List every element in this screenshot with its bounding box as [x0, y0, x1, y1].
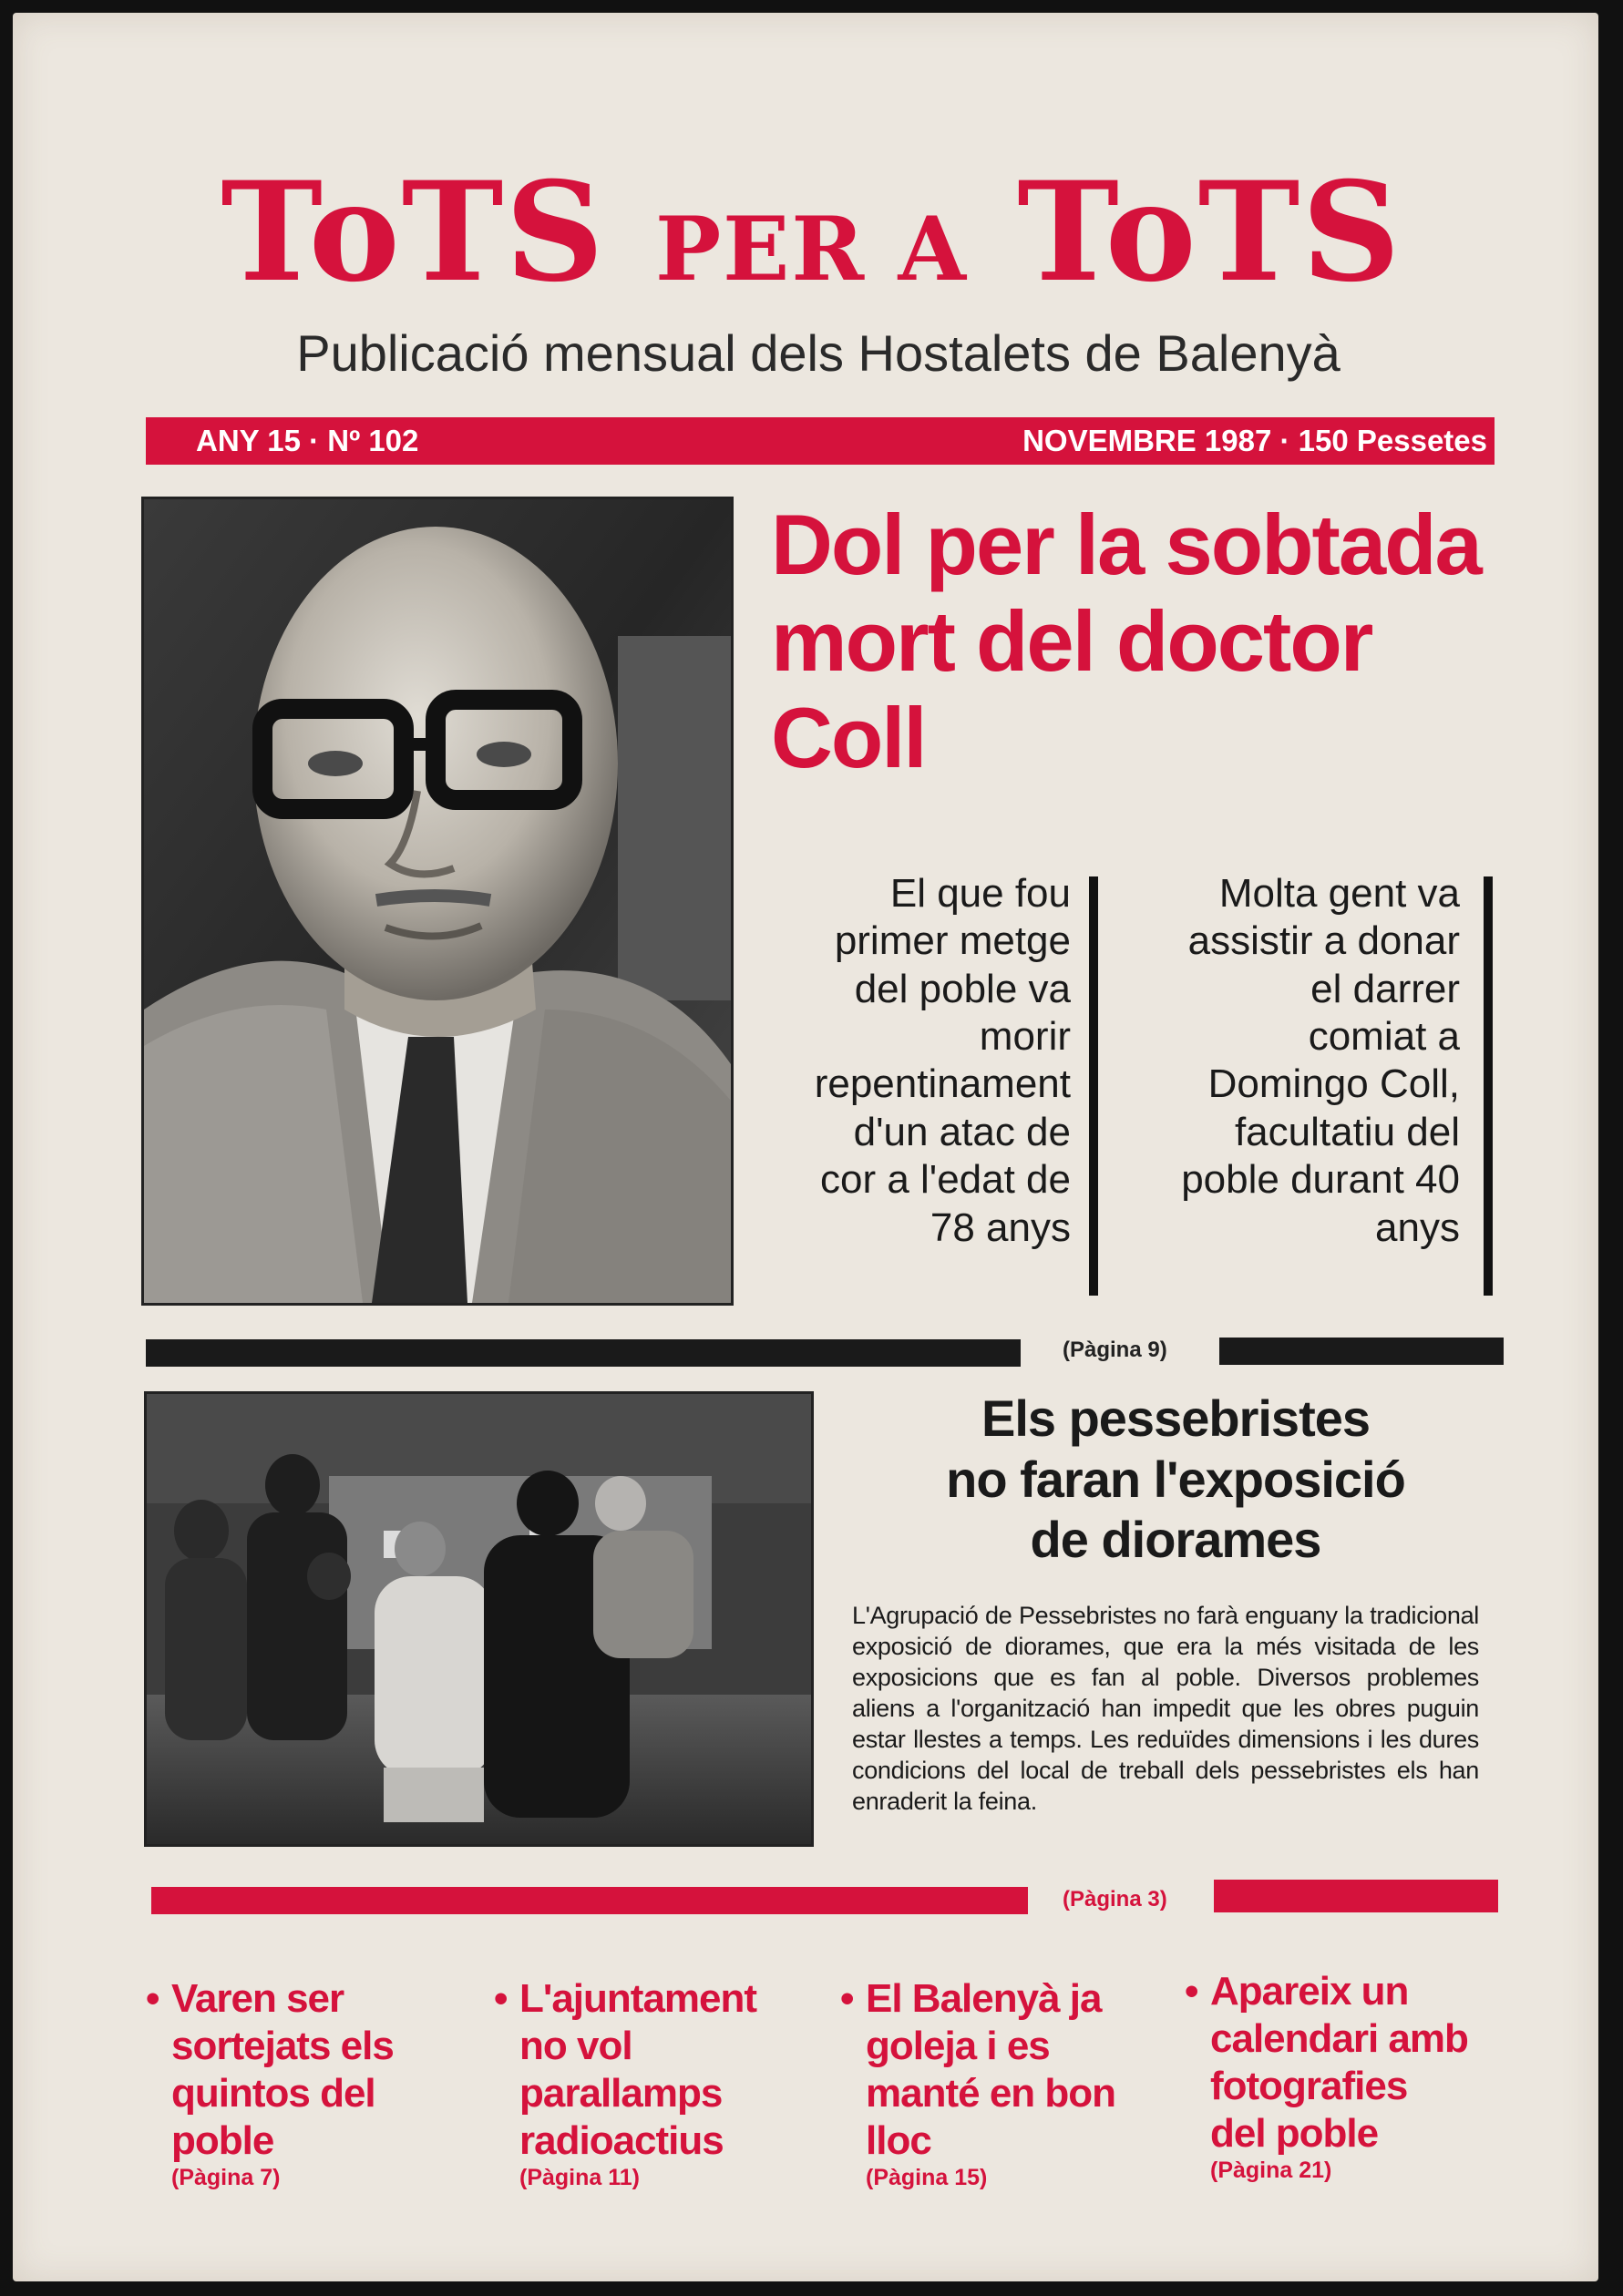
title-word-tots: ToTS	[221, 152, 606, 313]
summary-line: el darrer	[1310, 966, 1460, 1011]
lead-headline-line: Coll	[771, 690, 926, 786]
teaser-line: fotografies	[1210, 2063, 1408, 2108]
exhibition-photo	[144, 1391, 814, 1847]
issue-number: ANY 15 · Nº 102	[196, 424, 419, 457]
teaser-quintos[interactable]	[146, 1975, 492, 2191]
lead-headline-line: Dol per la sobtada	[771, 497, 1481, 592]
second-page-ref: (Pàgina 3)	[1063, 1887, 1167, 1912]
summary-line: assistir a donar	[1187, 918, 1460, 964]
second-headline-line: de diorames	[1030, 1511, 1321, 1569]
teaser-line: lloc	[866, 2117, 931, 2163]
teaser-line: Apareix un	[1210, 1969, 1409, 2014]
lead-page-ref: (Pàgina 9)	[1063, 1338, 1167, 1362]
section-divider-bar-red	[151, 1887, 1028, 1914]
second-headline	[857, 1389, 1495, 1571]
column-rule	[1089, 876, 1098, 1296]
bullet-icon: •	[146, 1976, 159, 2021]
issue-bar	[146, 417, 1495, 465]
summary-line: anys	[1375, 1204, 1460, 1250]
teaser-page-ref: (Pàgina 15)	[866, 2164, 988, 2190]
teaser-page-ref: (Pàgina 7)	[171, 2164, 281, 2190]
lead-summary-column-2	[1130, 870, 1460, 1252]
lead-headline-line: mort del doctor	[771, 593, 1372, 690]
summary-line: El que fou	[889, 871, 1071, 916]
second-headline-line: no faran l'exposició	[946, 1450, 1405, 1508]
exhibition-photo-image	[147, 1394, 811, 1844]
masthead-title	[0, 152, 1623, 313]
summary-line: d'un atac de	[853, 1109, 1071, 1154]
summary-line: facultatiu del	[1234, 1109, 1460, 1154]
teaser-balenya[interactable]	[840, 1975, 1186, 2191]
issue-date-price: NOVEMBRE 1987 · 150 Pessetes	[1022, 424, 1487, 457]
summary-line: del poble va	[854, 966, 1071, 1011]
teaser-line: parallamps	[519, 2070, 723, 2116]
teaser-line: El Balenyà ja	[866, 1976, 1102, 2021]
title-word-tots-2: ToTS	[1017, 152, 1402, 313]
section-divider-bar	[1219, 1338, 1504, 1365]
masthead-subtitle: Publicació mensual dels Hostalets de Balenyà	[296, 324, 1341, 382]
bullet-icon: •	[840, 1976, 854, 2021]
teaser-line: calendari amb	[1210, 2015, 1468, 2061]
bullet-icon: •	[494, 1976, 508, 2021]
section-divider-bar-red	[1214, 1880, 1498, 1912]
doctor-portrait-photo	[141, 497, 734, 1306]
summary-line: Molta gent va	[1218, 871, 1460, 916]
lead-summary-column-1	[765, 870, 1071, 1252]
summary-line: primer metge	[834, 918, 1071, 964]
section-divider-bar	[146, 1339, 1021, 1367]
bullet-icon: •	[1185, 1969, 1198, 2014]
summary-line: repentinament	[814, 1061, 1071, 1107]
teaser-line: quintos del	[171, 2070, 375, 2116]
summary-line: cor a l'edat de	[819, 1157, 1071, 1203]
teaser-line: sortejats els	[171, 2023, 394, 2068]
teaser-line: no vol	[519, 2023, 632, 2068]
teaser-line: L'ajuntament	[519, 1976, 757, 2021]
column-rule	[1484, 876, 1493, 1296]
teaser-parallamps[interactable]	[494, 1975, 840, 2191]
lead-headline	[771, 497, 1491, 787]
teaser-page-ref: (Pàgina 11)	[519, 2164, 640, 2190]
teaser-line: poble	[171, 2117, 274, 2163]
summary-line: poble durant 40	[1181, 1157, 1460, 1203]
second-headline-line: Els pessebristes	[981, 1389, 1371, 1447]
summary-line: Domingo Coll,	[1207, 1061, 1460, 1107]
summary-line: 78 anys	[930, 1204, 1071, 1250]
title-word-per-a: PER A	[654, 198, 969, 301]
second-story-body: L'Agrupació de Pessebristes no farà enguany la tradicional exposició de diorames, que era la més visitada de les exposicions que es fan al poble. Diversos problemes aliens a l'organització han impedit que les obres puguin estar llestes a temps. Les reduïdes dimensions i les dures condicions del local de treball dels pessebristes els han enraderit la feina.	[852, 1602, 1479, 1816]
portrait-photo-image	[144, 499, 731, 1303]
summary-line: morir	[979, 1014, 1071, 1060]
teaser-calendari[interactable]	[1185, 1968, 1531, 2184]
teaser-line: radioactius	[519, 2117, 724, 2163]
summary-line: comiat a	[1308, 1014, 1460, 1060]
teaser-line: manté en bon	[866, 2070, 1116, 2116]
teaser-line: del poble	[1210, 2110, 1379, 2156]
teaser-line: goleja i es	[866, 2023, 1050, 2068]
teaser-page-ref: (Pàgina 21)	[1210, 2157, 1332, 2183]
teaser-line: Varen ser	[171, 1976, 344, 2021]
